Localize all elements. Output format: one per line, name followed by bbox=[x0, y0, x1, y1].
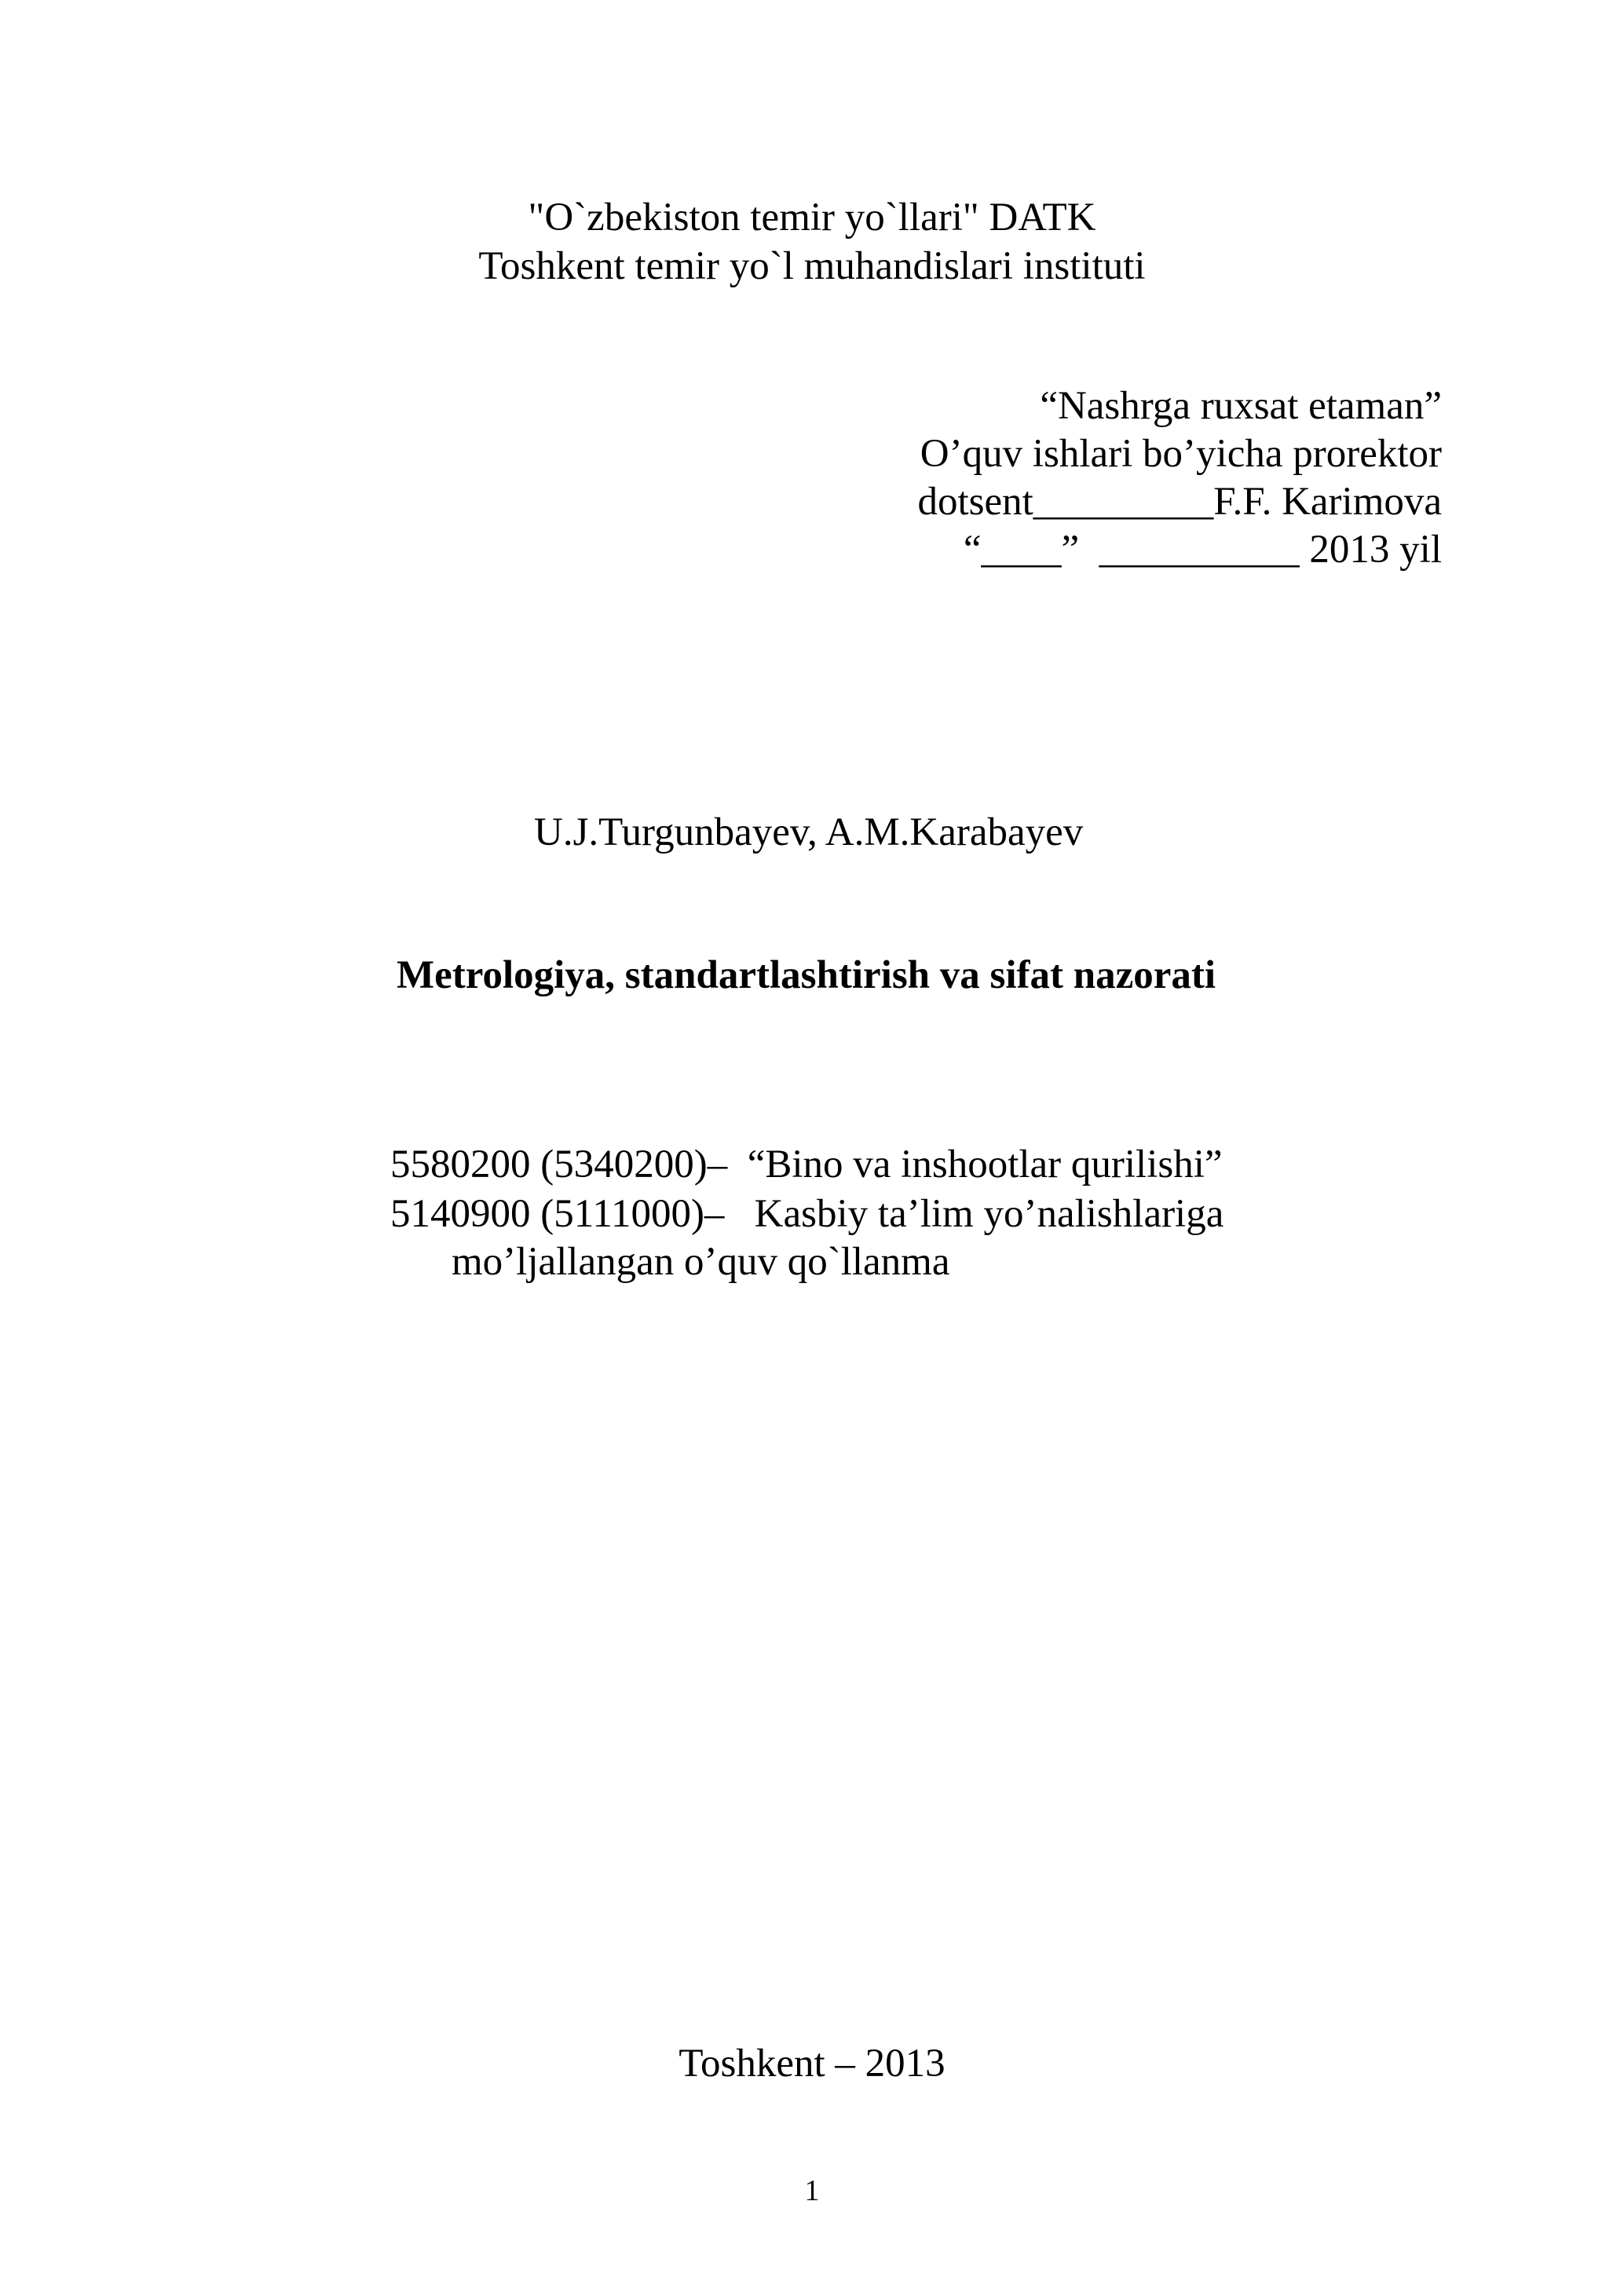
page-number: 1 bbox=[804, 2174, 820, 2207]
place-year: Toshkent – 2013 bbox=[678, 2042, 946, 2086]
organization-line: "O`zbekiston temir yo`llari" DATK bbox=[528, 196, 1096, 239]
book-title: Metrologiya, standartlashtirish va sifat nazorati bbox=[397, 953, 1216, 997]
approval-line-3: dotsent_________F.F. Karimova bbox=[917, 480, 1442, 524]
authors-line: U.J.Turgunbayev, A.M.Karabayev bbox=[534, 810, 1084, 854]
approval-line-1: “Nashrga ruxsat etaman” bbox=[1040, 384, 1442, 428]
institute-line: Toshkent temir yo`l muhandislari instituti bbox=[478, 244, 1146, 288]
specialty-line-1: 5580200 (5340200)– “Bino va inshootlar qurilishi” bbox=[390, 1143, 1223, 1186]
approval-line-4: “____” __________ 2013 yil bbox=[963, 528, 1442, 572]
specialty-line-2: 5140900 (5111000)– Kasbiy ta’lim yo’nalishlariga bbox=[390, 1192, 1224, 1236]
specialty-line-3: mo’ljallangan o’quv qo`llanma bbox=[452, 1240, 950, 1284]
approval-line-2: O’quv ishlari bo’yicha prorektor bbox=[920, 432, 1442, 476]
